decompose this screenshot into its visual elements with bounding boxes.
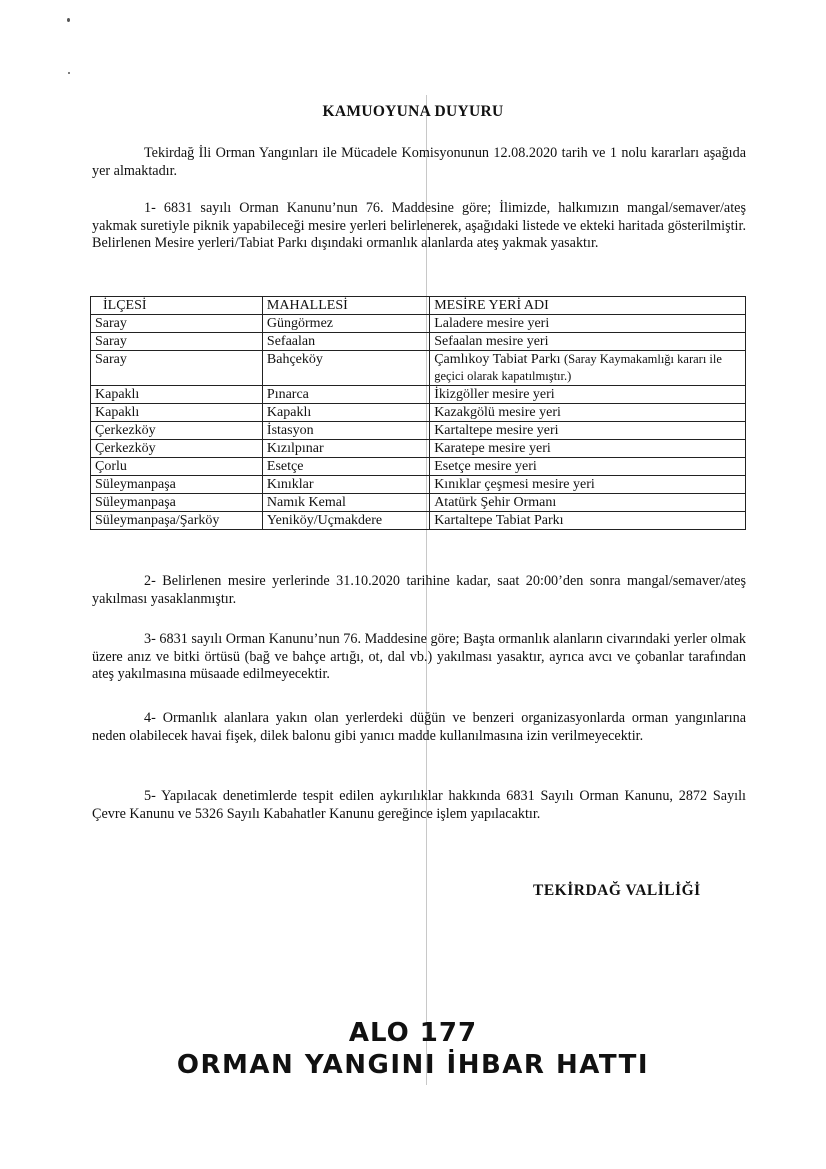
cell-ilce: Saray (91, 315, 263, 333)
cell-ilce: Süleymanpaşa/Şarköy (91, 512, 263, 530)
cell-mahalle: İstasyon (262, 422, 429, 440)
cell-mesire: Esetçe mesire yeri (430, 458, 746, 476)
table-row (91, 440, 746, 458)
table-row (91, 315, 746, 333)
cell-mahalle: Bahçeköy (262, 351, 429, 386)
hotline-label: ORMAN YANGINI İHBAR HATTI (176, 1050, 650, 1080)
cell-ilce: Saray (91, 351, 263, 386)
cell-mahalle: Kızılpınar (262, 440, 429, 458)
cell-mahalle: Pınarca (262, 386, 429, 404)
cell-mesire: Kazakgölü mesire yeri (430, 404, 746, 422)
scan-speck (68, 72, 70, 74)
cell-ilce: Saray (91, 333, 263, 351)
mesire-table (90, 296, 746, 530)
cell-mahalle: Kapaklı (262, 404, 429, 422)
cell-mahalle: Güngörmez (262, 315, 429, 333)
table-row (91, 512, 746, 530)
cell-mesire: Kartaltepe Tabiat Parkı (430, 512, 746, 530)
table-row (91, 404, 746, 422)
table-header-row (91, 297, 746, 315)
hotline-number: ALO 177 (348, 1018, 478, 1048)
table-row (91, 494, 746, 512)
cell-ilce: Kapaklı (91, 386, 263, 404)
item-5-paragraph: 5- Yapılacak denetimlerde tespit edilen aykırılıklar hakkında 6831 Sayılı Orman Kanunu, 2872 Sayılı Çevre Kanunu ve 5326 Sayılı Kabahatler Kanunu gereğince işlem yapılacaktır. (92, 788, 746, 822)
cell-mesire (430, 351, 746, 386)
cell-mesire: Laladere mesire yeri (430, 315, 746, 333)
table-row (91, 458, 746, 476)
intro-paragraph: Tekirdağ İli Orman Yangınları ile Mücadele Komisyonunun 12.08.2020 tarih ve 1 nolu kararları aşağıda yer almaktadır. (92, 145, 746, 179)
cell-mahalle: Esetçe (262, 458, 429, 476)
item-1-paragraph: 1- 6831 sayılı Orman Kanunu’nun 76. Maddesine göre; İlimizde, halkımızın mangal/semaver/ateş yakmak suretiyle piknik yapabileceği mesire yerleri belirlenerek, aşağıdaki listede ve ekteki haritada gösterilmiştir. Belirlenen Mesire yerleri/Tabiat Parkı dışındaki ormanlık alanlarda ateş yakmak yasaktır. (92, 200, 746, 251)
item-2-paragraph: 2- Belirlenen mesire yerlerinde 31.10.2020 tarihine kadar, saat 20:00’den sonra mangal/semaver/ateş yakılması yasaklanmıştır. (92, 573, 746, 607)
cell-ilce: Çorlu (91, 458, 263, 476)
table-row (91, 386, 746, 404)
cell-ilce: Çerkezköy (91, 440, 263, 458)
cell-mesire: Karatepe mesire yeri (430, 440, 746, 458)
header-ilce: İLÇESİ (91, 297, 263, 315)
cell-mahalle: Namık Kemal (262, 494, 429, 512)
closure-note: (Saray Kaymakamlığı kararı ile geçici olarak kapatılmıştır.) (434, 352, 722, 383)
table-row (91, 333, 746, 351)
table-row (91, 476, 746, 494)
cell-mesire: İkizgöller mesire yeri (430, 386, 746, 404)
cell-ilce: Süleymanpaşa (91, 476, 263, 494)
cell-ilce: Çerkezköy (91, 422, 263, 440)
header-mahalle: MAHALLESİ (262, 297, 429, 315)
scan-speck (67, 18, 70, 22)
header-mesire: MESİRE YERİ ADI (430, 297, 746, 315)
cell-mesire-name: Çamlıkoy Tabiat Parkı (434, 352, 561, 367)
cell-mesire: Atatürk Şehir Ormanı (430, 494, 746, 512)
cell-mesire: Kınıklar çeşmesi mesire yeri (430, 476, 746, 494)
cell-mahalle: Sefaalan (262, 333, 429, 351)
cell-mesire: Kartaltepe mesire yeri (430, 422, 746, 440)
cell-mahalle: Yeniköy/Uçmakdere (262, 512, 429, 530)
cell-ilce: Süleymanpaşa (91, 494, 263, 512)
item-4-paragraph: 4- Ormanlık alanlara yakın olan yerlerdeki düğün ve benzeri organizasyonlarda orman yangınlarına neden olabilecek havai fişek, dilek balonu gibi yanıcı madde kullanılmasına izin verilmeyecektir. (92, 710, 746, 744)
item-3-paragraph: 3- 6831 sayılı Orman Kanunu’nun 76. Maddesine göre; Başta ormanlık alanların civarındaki yerler olmak üzere anız ve bitki örtüsü (bağ ve bahçe artığı, ot, dal vb.) yakılması yasaktır, ayrıca avcı ve çobanlar tarafından ateş yakılmasına müsaade edilmeyecektir. (92, 631, 746, 682)
cell-ilce: Kapaklı (91, 404, 263, 422)
table-row (91, 351, 746, 386)
table-row (91, 422, 746, 440)
cell-mesire: Sefaalan mesire yeri (430, 333, 746, 351)
page-title: KAMUOYUNA DUYURU (322, 103, 504, 120)
signature-authority: TEKİRDAĞ VALİLİĞİ (533, 882, 701, 899)
cell-mahalle: Kınıklar (262, 476, 429, 494)
